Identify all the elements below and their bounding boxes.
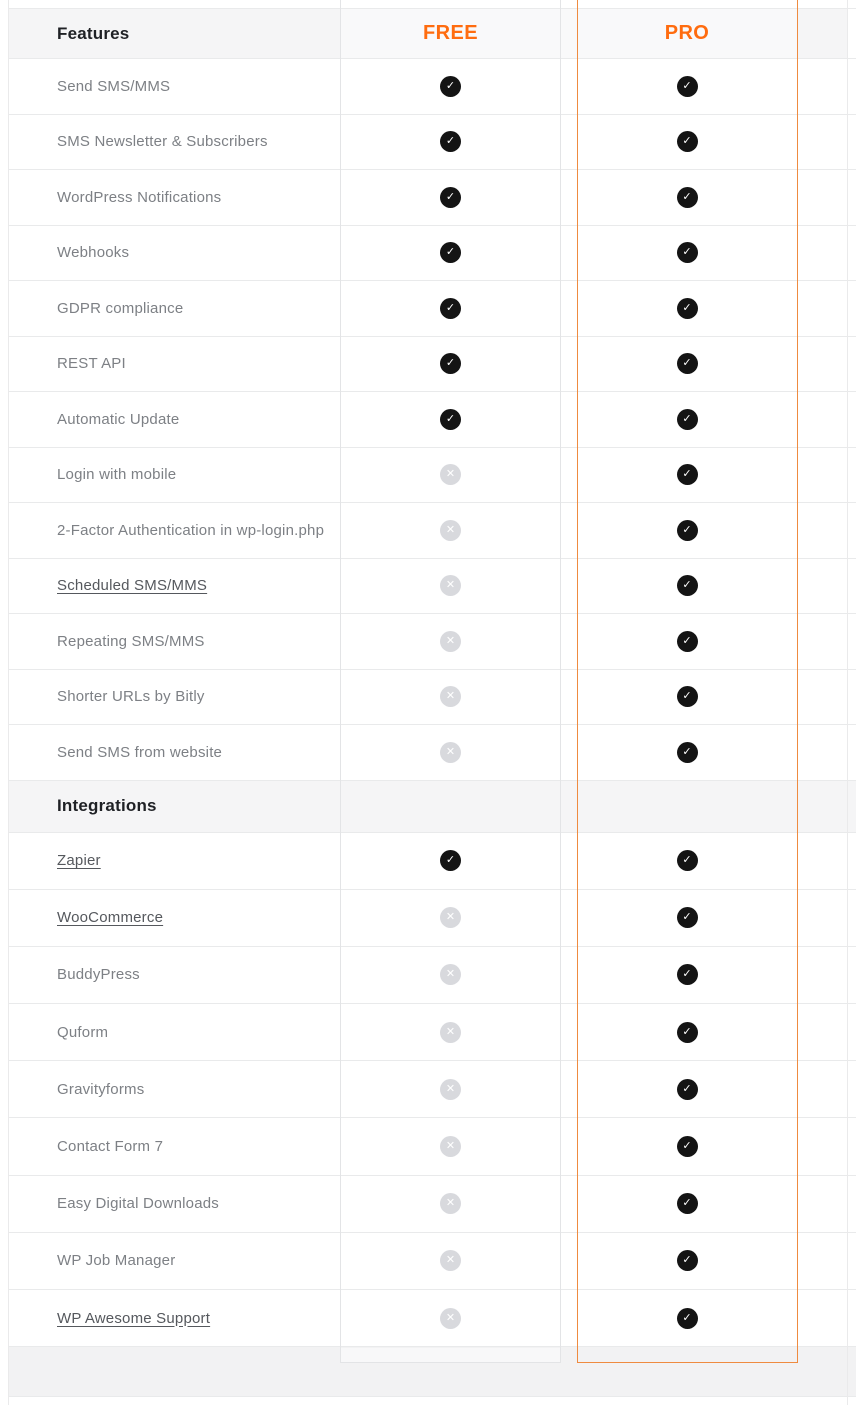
check-icon: ✓	[440, 353, 461, 374]
cross-icon: ✕	[440, 907, 461, 928]
free-value-cell	[340, 1061, 561, 1117]
feature-label: Repeating SMS/MMS	[57, 632, 205, 650]
pro-value-cell	[577, 947, 797, 1003]
feature-label: Shorter URLs by Bitly	[57, 688, 205, 706]
table-row	[8, 115, 856, 171]
pro-value-cell	[577, 226, 797, 281]
feature-label-cell	[8, 115, 340, 170]
check-icon: ✓	[440, 298, 461, 319]
table-row	[8, 947, 856, 1004]
table-row	[8, 1061, 856, 1118]
gap-cell	[561, 725, 577, 780]
check-icon: ✓	[677, 907, 698, 928]
cross-icon: ✕	[440, 686, 461, 707]
check-icon: ✓	[677, 76, 698, 97]
edge-cell	[847, 226, 856, 281]
table-row	[8, 448, 856, 504]
table-bottom-sliver	[8, 1397, 856, 1405]
table-row	[8, 1004, 856, 1061]
check-icon: ✓	[440, 409, 461, 430]
feature-label-cell	[8, 1061, 340, 1117]
pad-cell	[797, 59, 847, 114]
edge-cell	[847, 1118, 856, 1174]
free-value-cell	[340, 614, 561, 669]
free-value-cell	[340, 1004, 561, 1060]
table-row	[8, 833, 856, 890]
free-value-cell	[340, 833, 561, 889]
feature-label: 2-Factor Authentication in wp-login.php	[57, 521, 325, 539]
cross-icon: ✕	[440, 464, 461, 485]
free-value-cell	[340, 281, 561, 336]
feature-label-cell	[8, 1176, 340, 1232]
cross-icon: ✕	[440, 1136, 461, 1157]
table-row	[8, 281, 856, 337]
gap-cell	[561, 226, 577, 281]
pad-cell	[797, 1290, 847, 1346]
check-icon: ✓	[440, 131, 461, 152]
pro-value-cell	[577, 1176, 797, 1232]
pad-cell	[797, 725, 847, 780]
feature-label: Easy Digital Downloads	[57, 1195, 219, 1213]
table-row	[8, 59, 856, 115]
pad-cell	[797, 1118, 847, 1174]
cross-icon: ✕	[440, 575, 461, 596]
comparison-table	[8, 0, 856, 1405]
free-value-cell	[340, 226, 561, 281]
check-icon: ✓	[677, 1250, 698, 1271]
feature-link[interactable]: Scheduled SMS/MMS	[57, 577, 208, 595]
pad-cell	[797, 559, 847, 614]
pad-cell	[797, 1004, 847, 1060]
table-row	[8, 1118, 856, 1175]
pro-value-cell	[577, 614, 797, 669]
table-row	[8, 226, 856, 282]
gap-cell	[561, 392, 577, 447]
table-row	[8, 1233, 856, 1290]
check-icon: ✓	[677, 575, 698, 596]
cross-icon: ✕	[440, 1022, 461, 1043]
feature-label-cell	[8, 833, 340, 889]
check-icon: ✓	[677, 850, 698, 871]
pro-plan-label: PRO	[664, 22, 710, 44]
check-icon: ✓	[677, 464, 698, 485]
feature-label-cell	[8, 1004, 340, 1060]
check-icon: ✓	[677, 686, 698, 707]
edge-cell	[847, 1061, 856, 1117]
feature-label-cell	[8, 725, 340, 780]
feature-label: Send SMS from website	[57, 743, 223, 761]
check-icon: ✓	[677, 1136, 698, 1157]
pad-cell	[797, 448, 847, 503]
edge-cell	[847, 614, 856, 669]
check-icon: ✓	[677, 242, 698, 263]
check-icon: ✓	[677, 1079, 698, 1100]
free-value-cell	[340, 725, 561, 780]
gap-cell	[561, 503, 577, 558]
pro-value-cell	[577, 1290, 797, 1346]
section-header-row	[8, 781, 856, 833]
check-icon: ✓	[440, 850, 461, 871]
check-icon: ✓	[677, 964, 698, 985]
edge-cell	[847, 1233, 856, 1289]
check-icon: ✓	[677, 631, 698, 652]
feature-label: WP Job Manager	[57, 1252, 176, 1270]
feature-label-cell	[8, 614, 340, 669]
gap-cell	[561, 281, 577, 336]
cross-icon: ✕	[440, 964, 461, 985]
pad-cell	[797, 281, 847, 336]
pro-value-cell	[577, 115, 797, 170]
free-value-cell	[340, 1233, 561, 1289]
free-value-cell	[340, 1176, 561, 1232]
check-icon: ✓	[440, 187, 461, 208]
feature-label-cell	[8, 448, 340, 503]
edge-cell	[847, 115, 856, 170]
feature-label: Send SMS/MMS	[57, 77, 171, 95]
feature-label-cell	[8, 1233, 340, 1289]
pad-cell	[797, 1061, 847, 1117]
table-footer-row	[8, 1347, 856, 1397]
check-icon: ✓	[677, 131, 698, 152]
feature-label-cell	[8, 890, 340, 946]
pro-value-cell	[577, 1004, 797, 1060]
header-gap-cell	[561, 9, 577, 58]
pad-cell	[797, 670, 847, 725]
cross-icon: ✕	[440, 1250, 461, 1271]
pad-cell	[797, 170, 847, 225]
gap-cell	[561, 337, 577, 392]
feature-label-cell	[8, 1118, 340, 1174]
header-edge-cell	[847, 9, 856, 58]
table-header-row	[8, 8, 856, 59]
table-row	[8, 725, 856, 781]
features-header-label: Features	[57, 23, 130, 43]
feature-label-cell	[8, 226, 340, 281]
gap-cell	[561, 890, 577, 946]
gap-cell	[561, 170, 577, 225]
gap-cell	[561, 1233, 577, 1289]
cross-icon: ✕	[440, 520, 461, 541]
free-value-cell	[340, 170, 561, 225]
pad-cell	[797, 947, 847, 1003]
check-icon: ✓	[677, 298, 698, 319]
pro-value-cell	[577, 1233, 797, 1289]
gap-cell	[561, 1118, 577, 1174]
free-value-cell	[340, 1118, 561, 1174]
feature-label-cell	[8, 947, 340, 1003]
edge-cell	[847, 833, 856, 889]
header-pad-cell	[797, 9, 847, 58]
pad-cell	[797, 614, 847, 669]
edge-cell	[847, 1290, 856, 1346]
free-value-cell	[340, 503, 561, 558]
section-title: Integrations	[57, 796, 157, 815]
features-header-cell	[8, 9, 340, 58]
pad-cell	[797, 890, 847, 946]
pad-cell	[797, 392, 847, 447]
feature-link[interactable]: WP Awesome Support	[57, 1309, 211, 1327]
pro-plan-header-cell	[577, 9, 797, 58]
check-icon: ✓	[677, 520, 698, 541]
feature-label: WordPress Notifications	[57, 188, 222, 206]
edge-cell	[847, 1004, 856, 1060]
check-icon: ✓	[440, 76, 461, 97]
edge-cell	[847, 448, 856, 503]
pro-value-cell	[577, 281, 797, 336]
edge-cell	[847, 559, 856, 614]
free-value-cell	[340, 59, 561, 114]
gap-cell	[561, 1004, 577, 1060]
feature-label-cell	[8, 670, 340, 725]
cross-icon: ✕	[440, 1193, 461, 1214]
check-icon: ✓	[440, 242, 461, 263]
feature-label: Contact Form 7	[57, 1138, 164, 1156]
gap-cell	[561, 559, 577, 614]
table-row	[8, 559, 856, 615]
gap-cell	[561, 670, 577, 725]
free-value-cell	[340, 670, 561, 725]
pad-cell	[797, 115, 847, 170]
free-plan-label: FREE	[423, 22, 478, 44]
feature-label-cell	[8, 392, 340, 447]
pro-value-cell	[577, 503, 797, 558]
free-value-cell	[340, 1290, 561, 1346]
check-icon: ✓	[677, 1022, 698, 1043]
gap-cell	[561, 833, 577, 889]
feature-label: GDPR compliance	[57, 299, 184, 317]
gap-cell	[561, 448, 577, 503]
feature-label-cell	[8, 559, 340, 614]
edge-cell	[847, 281, 856, 336]
cross-icon: ✕	[440, 1308, 461, 1329]
free-plan-header-cell	[340, 9, 561, 58]
table-row	[8, 503, 856, 559]
check-icon: ✓	[677, 353, 698, 374]
edge-cell	[847, 725, 856, 780]
free-value-cell	[340, 337, 561, 392]
table-row	[8, 890, 856, 947]
edge-cell	[847, 947, 856, 1003]
feature-label-cell	[8, 1290, 340, 1346]
feature-label-cell	[8, 170, 340, 225]
pro-value-cell	[577, 670, 797, 725]
feature-label-cell	[8, 59, 340, 114]
pad-cell	[797, 226, 847, 281]
table-row	[8, 614, 856, 670]
feature-label-cell	[8, 337, 340, 392]
pad-cell	[797, 503, 847, 558]
gap-cell	[561, 1290, 577, 1346]
feature-link[interactable]: Zapier	[57, 852, 101, 870]
gap-cell	[561, 947, 577, 1003]
table-row	[8, 337, 856, 393]
free-value-cell	[340, 392, 561, 447]
feature-label: SMS Newsletter & Subscribers	[57, 133, 268, 151]
gap-cell	[561, 59, 577, 114]
cross-icon: ✕	[440, 631, 461, 652]
pro-value-cell	[577, 392, 797, 447]
feature-label: Quform	[57, 1023, 109, 1041]
feature-label: Gravityforms	[57, 1080, 145, 1098]
edge-cell	[847, 670, 856, 725]
edge-cell	[847, 1176, 856, 1232]
check-icon: ✓	[677, 1308, 698, 1329]
feature-label: Automatic Update	[57, 410, 180, 428]
feature-label: Login with mobile	[57, 466, 177, 484]
pro-value-cell	[577, 890, 797, 946]
feature-label: Webhooks	[57, 244, 130, 262]
free-value-cell	[340, 115, 561, 170]
gap-cell	[561, 1061, 577, 1117]
pro-value-cell	[577, 559, 797, 614]
pad-cell	[797, 1233, 847, 1289]
table-row	[8, 392, 856, 448]
pro-value-cell	[577, 833, 797, 889]
check-icon: ✓	[677, 409, 698, 430]
check-icon: ✓	[677, 1193, 698, 1214]
feature-label: REST API	[57, 355, 126, 373]
pad-cell	[797, 1176, 847, 1232]
pad-cell	[797, 337, 847, 392]
pad-cell	[797, 833, 847, 889]
feature-label-cell	[8, 503, 340, 558]
edge-cell	[847, 503, 856, 558]
feature-link[interactable]: WooCommerce	[57, 909, 164, 927]
table-top-sliver	[8, 0, 856, 8]
cross-icon: ✕	[440, 742, 461, 763]
gap-cell	[561, 115, 577, 170]
table-row	[8, 670, 856, 726]
pro-value-cell	[577, 1118, 797, 1174]
free-value-cell	[340, 947, 561, 1003]
free-value-cell	[340, 890, 561, 946]
feature-label: BuddyPress	[57, 966, 140, 984]
pro-value-cell	[577, 448, 797, 503]
edge-cell	[847, 170, 856, 225]
edge-cell	[847, 59, 856, 114]
table-row	[8, 1176, 856, 1233]
edge-cell	[847, 337, 856, 392]
pro-value-cell	[577, 170, 797, 225]
pro-value-cell	[577, 1061, 797, 1117]
free-value-cell	[340, 559, 561, 614]
feature-label-cell	[8, 281, 340, 336]
gap-cell	[561, 1176, 577, 1232]
pro-value-cell	[577, 59, 797, 114]
edge-cell	[847, 392, 856, 447]
cross-icon: ✕	[440, 1079, 461, 1100]
pro-value-cell	[577, 725, 797, 780]
table-row	[8, 170, 856, 226]
edge-cell	[847, 890, 856, 946]
gap-cell	[561, 614, 577, 669]
section-title-cell	[8, 781, 340, 832]
table-row	[8, 1290, 856, 1347]
check-icon: ✓	[677, 742, 698, 763]
check-icon: ✓	[677, 187, 698, 208]
pro-value-cell	[577, 337, 797, 392]
free-value-cell	[340, 448, 561, 503]
